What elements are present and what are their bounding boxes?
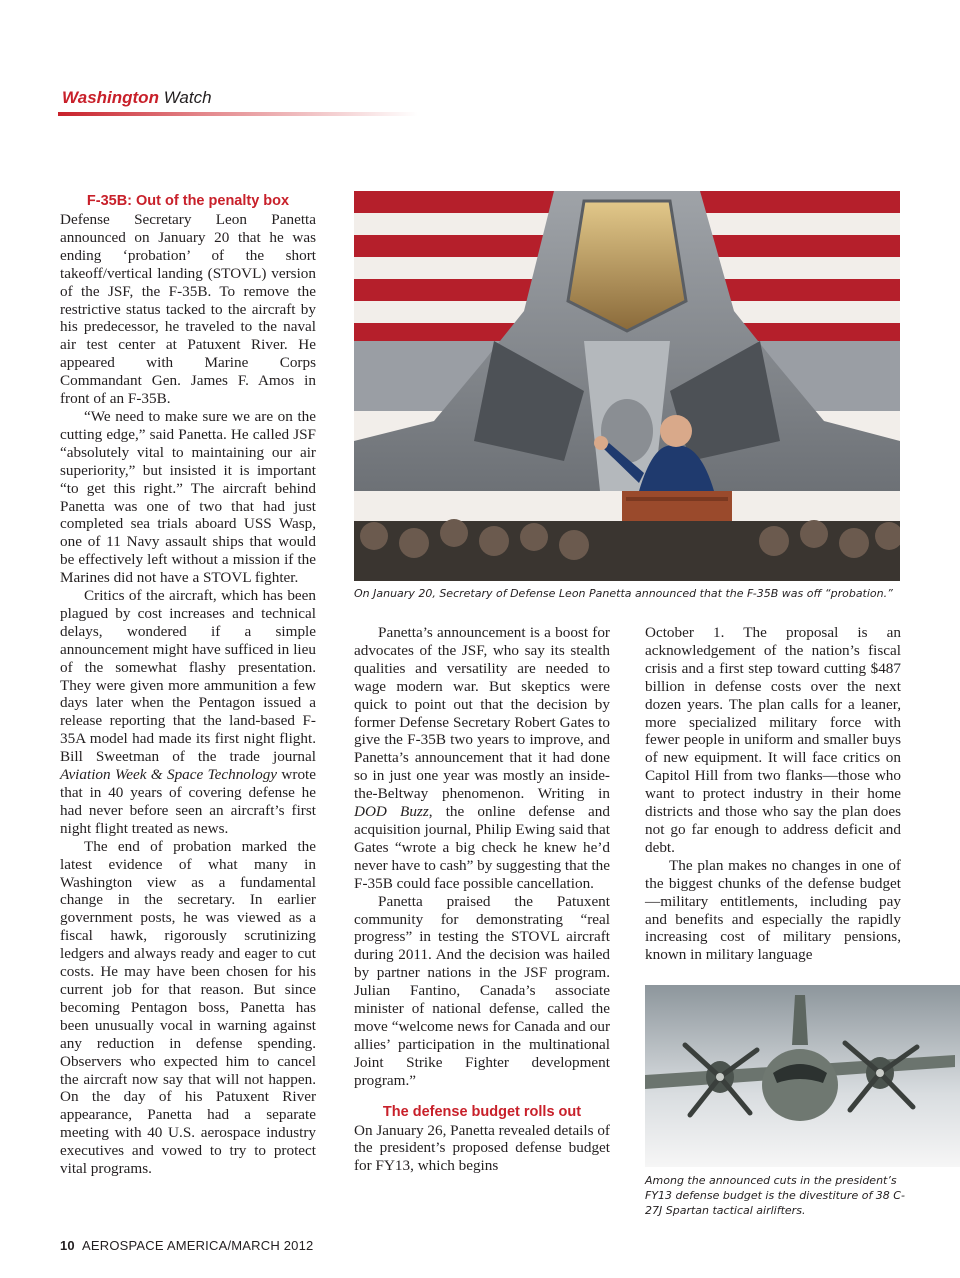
photo-caption-panetta: On January 20, Secretary of Defense Leon Panetta announced that the F-35B was off “probation.” <box>354 587 893 600</box>
section-header-regular: Watch <box>163 88 212 107</box>
paragraph: October 1. The proposal is an acknowledgement of the nation’s fiscal crisis and a first step toward cutting $487 billion in defense costs over the next dozen years. The plan calls for a leaner, more specialized military force with fewer people in uniform and smaller buys of new equipment. It will face critics on Capitol Hill from two flanks—those who want to protect industry in their home districts and those who say the plan does not go far enough to address deficit and debt. <box>645 624 901 856</box>
paragraph-text: Critics of the aircraft, which has been plagued by cost increases and technical delays, wondered if a simple announcement might have sufficed in lieu of the somewhat flashy presentation. They were given more ammunition a few days later when the Pentagon issued a release reporting that the land-based F-35A model had made its first night flight. Bill Sweetman of the trade journal <box>60 587 316 766</box>
paragraph-text: wrote that in 40 years of covering defense he had never before seen an aircraft’s first night flight treated as news. <box>60 766 316 837</box>
publication-name: Aviation Week & Space Technology <box>60 766 278 784</box>
subhead-defense-budget: The defense budget rolls out <box>382 1103 582 1120</box>
paragraph <box>354 624 610 893</box>
paragraph-text: , the online defense and acquisition journal, Philip Ewing said that Gates “wrote a big check he knew he’d never have to cash” by suggesting that the F-35B could face possible cancellation. <box>354 803 610 892</box>
page-number: 10 <box>60 1238 75 1253</box>
article-column-2 <box>354 624 610 1175</box>
article-column-1 <box>60 192 316 1178</box>
paragraph <box>60 587 316 838</box>
section-header-bold: Washington <box>62 88 159 107</box>
photo-c27j-spartan-illustration <box>645 985 960 1167</box>
paragraph: The plan makes no changes in one of the biggest chunks of the defense budget—military entitlements, including pay and benefits and especially the rapidly increasing cost of military pensions, known in military language <box>645 856 901 964</box>
header-rule <box>58 112 418 116</box>
photo-caption-c27j: Among the announced cuts in the president’s FY13 defense budget is the divestiture of 38 C-27J Spartan tactical airlifters. <box>645 1174 905 1217</box>
paragraph: The end of probation marked the latest evidence of what many in Washington view as a fundamental change in the secretary. In earlier government posts, he was viewed as a fiscal hawk, rigorously scrutinizing ledgers and always ready and eager to cut costs. He may have been chosen for his current job for that reason. But since becoming Pentagon boss, Panetta has been unusually vocal in warning against any reduction in defense spending. Observers who expected him to cancel the aircraft now say that will not happen. On the day of his Patuxent River appearance, Panetta had a separate meeting with 40 U.S. aerospace industry executives and vowed to try to protect vital programs. <box>60 837 316 1178</box>
photo-c27j-spartan <box>645 985 960 1167</box>
paragraph: Defense Secretary Leon Panetta announced on January 20 that he was ending ‘probation’ of the short takeoff/vertical landing (STOVL) version of the JSF, the F-35B. To remove the restrictive status tacked to the aircraft by his predecessor, he traveled to the naval air test center at Patuxent River. He appeared with Marine Corps Commandant Gen. James F. Amos in front of an F-35B. <box>60 211 316 408</box>
paragraph-text: Panetta’s announcement is a boost for advocates of the JSF, who say its stealth qualities and versatility are needed to wage modern war. But skeptics were quick to point out that the decision by former Defense Secretary Robert Gates to give the F-35B two years to improve, and Panetta’s announcement that it had done so in just one year was mostly an inside-the-Beltway phenomenon. Writing in <box>354 624 610 803</box>
photo-panetta-f35b <box>354 191 900 581</box>
page-footer <box>60 1238 313 1253</box>
photo-panetta-f35b-illustration <box>354 191 900 581</box>
section-header <box>62 88 212 108</box>
paragraph: On January 26, Panetta revealed details of the president’s proposed defense budget for FY13, which begins <box>354 1121 610 1175</box>
publication-footer: AEROSPACE AMERICA/MARCH 2012 <box>81 1238 314 1253</box>
publication-name: DOD Buzz <box>354 803 429 821</box>
article-column-3 <box>645 624 901 964</box>
paragraph: “We need to make sure we are on the cutting edge,” said Panetta. He called JSF “absolutely vital to maintaining our air superiority,” but insisted it is important “to get this right.” The aircraft behind Panetta was one of two that had just completed sea trials aboard USS Wasp, one of 11 Navy assault ships that would be effectively left without a mission if the Marines did not have a STOVL fighter. <box>60 407 316 587</box>
subhead-f35b: F-35B: Out of the penalty box <box>86 193 290 209</box>
paragraph: Panetta praised the Patuxent community for demonstrating “real progress” in testing the STOVL aircraft during 2011. And the decision was hailed by partner nations in the JSF program. Julian Fantino, Canada’s associate minister of national defense, called the move “welcome news for Canada and our allies’ participation in the multinational Joint Strike Fighter development program.” <box>354 892 610 1089</box>
